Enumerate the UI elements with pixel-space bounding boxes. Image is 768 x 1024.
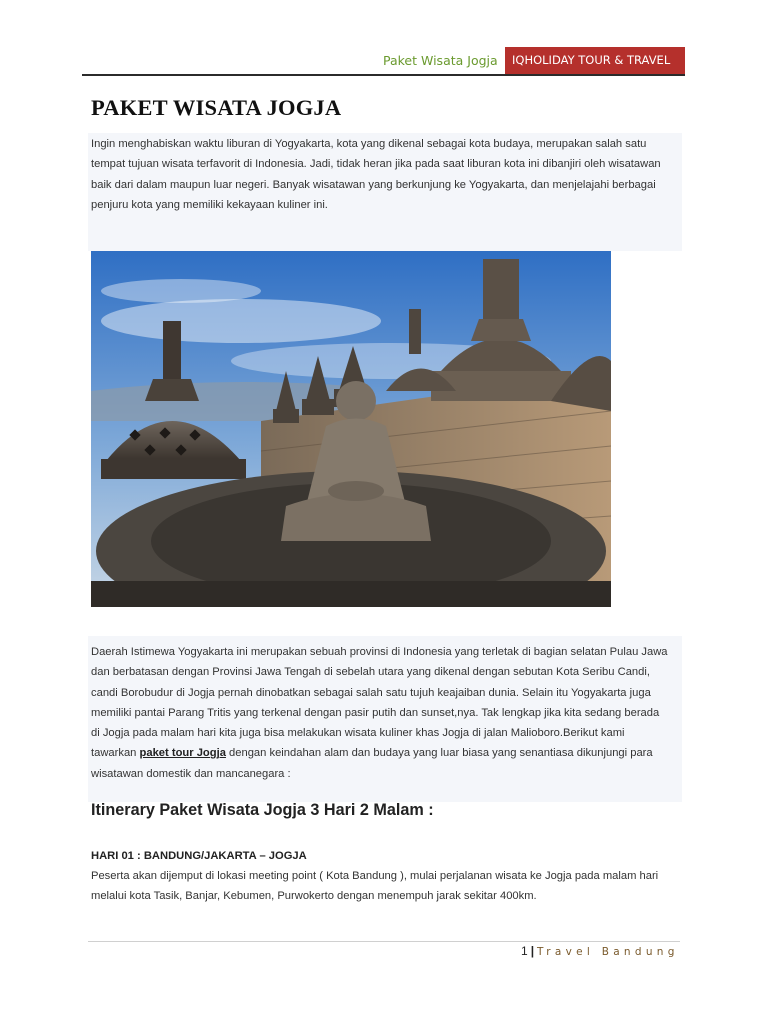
itinerary-heading: Itinerary Paket Wisata Jogja 3 Hari 2 Malam : [91, 801, 434, 819]
body-line: memiliki pantai Parang Tritis yang terkenal dengan pasir putih dan sunset,nya. Tak lengkap jika kita sedang berada [91, 706, 660, 719]
day1-line: melalui kota Tasik, Banjar, Kebumen, Purwokerto dengan menempuh jarak sekitar 400km. [91, 890, 537, 903]
intro-line: penjuru kota yang memiliki kekayaan kuliner ini. [91, 198, 328, 211]
footer-rule [88, 941, 680, 942]
header-site-label: Paket Wisata Jogja [383, 53, 498, 68]
body-link-suffix: dengan keindahan alam dan budaya yang luar biasa yang senantiasa dikunjungi para [225, 747, 653, 760]
body-line: Daerah Istimewa Yogyakarta ini merupakan sebuah provinsi di Indonesia yang terletak di bagian selatan Pulau Jawa [91, 646, 668, 658]
paket-tour-jogja-link[interactable]: paket tour Jogja [139, 747, 226, 760]
body-paragraph [91, 642, 686, 784]
footer-separator: | [530, 944, 535, 958]
intro-line: Ingin menghabiskan waktu liburan di Yogyakarta, kota yang dikenal sebagai kota budaya, merupakan salah satu [91, 138, 647, 150]
body-line: candi Borobudur di Jogja pernah dinobatkan sebagai salah satu tujuh keajaiban dunia. Selain itu Yogyakarta juga [91, 686, 651, 699]
page-footer [521, 944, 679, 958]
header-rule [82, 74, 685, 76]
day1-title: HARI 01 : BANDUNG/JAKARTA – JOGJA [91, 850, 307, 862]
intro-line: baik dari dalam maupun luar negeri. Banyak wisatawan yang berkunjung ke Yogyakarta, dan menjelajahi berbagai [91, 178, 656, 191]
body-link-prefix: tawarkan [91, 747, 140, 760]
header-brand-box: IQHOLIDAY TOUR & TRAVEL [505, 47, 685, 74]
page-title: PAKET WISATA JOGJA [91, 95, 342, 120]
intro-paragraph [91, 134, 686, 215]
footer-label: Travel Bandung [537, 946, 679, 958]
page-number: 1 [521, 944, 528, 958]
body-line: wisatawan domestik dan mancanegara : [91, 767, 291, 780]
intro-line: tempat tujuan wisata terfavorit di Indonesia. Jadi, tidak heran jika pada saat liburan kota ini dibanjiri oleh wisatawan [91, 158, 661, 171]
body-line: dan berbatasan dengan Provinsi Jawa Tengah di sebelah utara yang dikenal dengan sebutan Kota Seribu Candi, [91, 666, 650, 679]
body-line: di Jogja pada malam hari kita juga bisa melakukan wisata kuliner khas Jogja di jalan Malioboro.Berikut kami [91, 727, 625, 740]
day1-line: Peserta akan dijemput di lokasi meeting point ( Kota Bandung ), mulai perjalanan wisata ke Jogja pada malam hari [91, 870, 659, 882]
borobudur-photo [91, 251, 611, 607]
body-line-with-link [91, 743, 686, 763]
day1-description [91, 866, 686, 907]
